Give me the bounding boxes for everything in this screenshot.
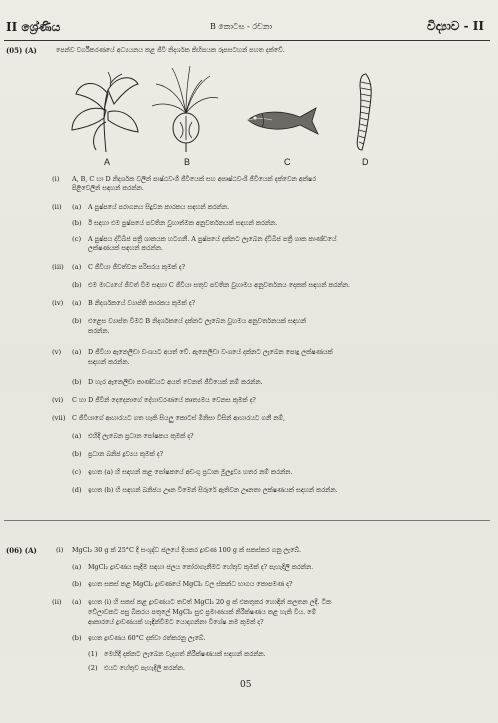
q05-item-ii-a-sub: (a) (72, 203, 82, 211)
q06-item-ii-b: ඉහත ද්‍රාවණය 60°C දක්වා රත්කරනු ලැබේ. (88, 634, 206, 642)
q05-item-vii-c-sub: (c) (72, 468, 82, 476)
q05-item-v-a-line1: D ජීවියා ඇනෙලිඩා වංශයට අයත් වේ. ඇනෙලිඩා වංශයේ දක්නට ලැබෙන පොදු ලක්ෂණයක් (88, 348, 333, 356)
q05-item-iii-b: එම මාධ්‍යයේ ජීවත් වීම සඳහා C ජීවියා සතුව පවතින වුහාමය අනුවර්තනය දෙකක් සඳහන් කරන්න. (88, 281, 350, 289)
q05-item-vii-d-sub: (d) (72, 486, 82, 494)
q06-item-ii-num: (ii) (52, 598, 62, 606)
q05-item-vii-b-sub: (b) (72, 450, 82, 458)
q05-item-ii-c-line2: ලක්ෂණයක් සඳහන් කරන්න. (88, 244, 163, 252)
q05-item-vii-d: ඉහත (b) හි සඳහන් ඛනිජය ඌන වීමෙන් සිරුරේ ඇතිවන ඌනතා ලක්ෂණයක් සඳහන් කරන්න. (88, 486, 338, 494)
q06-item-i-num: (i) (56, 546, 64, 554)
q05-item-i-num: (i) (52, 175, 60, 183)
fig-label-a: A (104, 157, 111, 167)
q05-item-ii-a: A පුෂ්පයේ පරාගනය සිදුවන කාරකය සඳහන් කරන්න. (88, 203, 230, 211)
q06-item-ii-b-2: එයට හේතුව පැහැදිලි කරන්න. (104, 664, 185, 672)
q05-item-iii-num: (iii) (52, 263, 64, 271)
q05-item-i-line1: A, B, C හා D නිදර්ශක වලින් පාෂ්ඨවංශී ජීවීයෙක් සහ අපෘෂ්ඨවංශී ජීවීයෙක් දක්වෙන අක්ෂර (72, 175, 317, 183)
q06-number: (06) (A) (6, 546, 37, 555)
q05-item-iv-b-line2: කරන්න. (88, 327, 110, 335)
fig-label-c: C (284, 157, 291, 167)
q05-item-iii-a: C ජීවියා ජීවත්වන පරිසරය කුමක් ද? (88, 263, 186, 271)
q05-item-vi: C හා D ජීවීන් දෙදෙනාගේ දේහාවරණයේ කෘත්‍යමය වෙනස කුමක් ද? (72, 396, 256, 404)
q05-number: (05) (A) (6, 46, 37, 55)
q06-item-i-a-sub: (a) (72, 563, 82, 571)
q05-item-iii-a-sub: (a) (72, 263, 82, 271)
fish-c-figure (242, 104, 320, 138)
q05-item-ii-c-sub: (c) (72, 235, 82, 243)
q06-item-i-b: ඉහත සකස් කළ MgCl₂ ද්‍රාවණයේ MgCl₂ වල ස්කන්ධ භාගය කොපමණ ද? (88, 580, 293, 588)
q05-item-iv-b-line1: එළෙස ව්‍යාප්ත වීමට B නිදර්ශකයේ දක්නට ලැබෙන වුහමය අනුවර්තනයක් සඳහන් (88, 317, 307, 325)
flower-a-figure (66, 70, 146, 154)
q05-intro: පෙන්ව වර්ගීකරණ‍යේ අධ්‍යයනය කළ ජීවී නිදර්ශක කිහිපයක රූපසටහන් පහත දක්වේ. (56, 46, 285, 54)
q06-item-i-a: MgCl₂ ද්‍රාවණය සෑදීම සඳහා ජලය තෝරාගැනීමට හේතුව කුමක් ද? පැහැදිලි කරන්න. (88, 563, 314, 571)
q05-item-iii-b-sub: (b) (72, 281, 82, 289)
earthworm-d-figure (350, 72, 380, 154)
q06-item-ii-b-sub: (b) (72, 634, 82, 642)
q05-item-iv-a: B නිදර්ශකයේ ව්‍යාප්ති කාරකය කුමක් ද? (88, 299, 196, 307)
q05-item-vii-a: එහිදී ලැබෙන ප්‍රධාන පෝෂකය කුමක් ද? (88, 432, 194, 440)
q05-item-i-line2: පිළිවෙලින් සඳහන් කරන්න. (72, 184, 144, 192)
q05-item-v-b-sub: (b) (72, 378, 82, 386)
q06-item-ii-a-line1: ඉහත (i) හි සකස් කළ ද්‍රාවණයට තවත් MgCl₂ 20 g ක් එකතුකර හොඳින් කලතන ලදී. ටික (88, 598, 332, 606)
q05-item-v-num: (v) (52, 348, 62, 356)
q05-item-vii-c: ඉහත (a) හි සඳහන් කළ පෝෂකයේ අඩංගු ප්‍රධාන මූලද්‍රව්‍ය හතර නම් කරන්න. (88, 468, 293, 476)
q05-item-iv-a-sub: (a) (72, 299, 82, 307)
q05-item-v-a-line2: සඳහන් කරන්න. (88, 358, 130, 366)
page-number: 05 (240, 680, 252, 690)
q05-item-vii-a-sub: (a) (72, 432, 82, 440)
q05-item-vii-b: ප්‍රධාන ඛනිජ ද්‍රව්‍යය කුමක් ද? (88, 450, 164, 458)
q05-item-iv-b-sub: (b) (72, 317, 82, 325)
grade-label: II ශ්‍රේණිය (6, 20, 61, 34)
q05-item-v-a-sub: (a) (72, 348, 82, 356)
q05-item-ii-b: ඊ සඳහා එම පුෂ්පයේ පවතින වුහාත්මක අනුවර්තනයක් සඳහන් කරන්න. (88, 219, 278, 227)
q06-item-ii-a-line3: ආකාරයේ ද්‍රාවණයක් හැඳින්වීමට යොදාගන්නා විශේෂ නම කුමක් ද? (88, 618, 264, 626)
q05-item-ii-b-sub: (b) (72, 219, 82, 227)
subject-label: විද්‍යාව - II (426, 19, 484, 33)
part-label: B කොටස - රචනා (210, 22, 273, 31)
fruit-b-figure (150, 66, 220, 156)
header-rule (4, 40, 490, 41)
q06-item-ii-a-sub: (a) (72, 598, 82, 606)
q05-item-vii-num: (vii) (52, 414, 66, 422)
q06-item-ii-b-1: මෙහිදී දක්නට ලැබෙන වැදගත් නිරීක්ෂණයක් සඳහන් කරන්න. (104, 650, 266, 658)
q05-item-vii: C ජීවියාගේ ආහාරයට ගත හැකි සියලු කොටස් මිනිසා විසින් ආහාරයට ගනී නම්, (72, 414, 286, 422)
q05-item-ii-c-line1: A පුෂ්පය ද්විබීජ පත්‍රී ශාකයක හටගනී. A පුෂ්පයේ දක්නට ලැබෙන ද්විබීජ පත්‍රී ශාක කාණ්ඩයේ (88, 235, 337, 243)
fig-label-d: D (362, 157, 369, 167)
fig-label-b: B (184, 157, 191, 167)
q05-item-iv-num: (iv) (52, 299, 64, 307)
q05-item-v-b: D හැර ඇනෙලිඩා කාණ්ඩයට අයත් වෙනත් ජීවියෙක් නම් කරන්න. (88, 378, 263, 386)
question-separator (4, 520, 490, 521)
q05-item-vi-num: (vi) (52, 396, 64, 404)
q06-item-ii-b-1-sub: (1) (88, 650, 98, 658)
q06-item-i: MgCl₂ 30 g ක් 25°C දී සංශුද්ධ ජලයේ දියකර ද්‍රාවණ 100 g ක් සකස්කර ගනු ලැබේ. (72, 546, 302, 554)
q06-item-ii-b-2-sub: (2) (88, 664, 98, 672)
q05-item-ii-num: (ii) (52, 203, 62, 211)
q06-item-ii-a-line2: වේලාවකට පසු බීකරය පතුලේ MgCl₂ සුළු ප්‍රමාණයක් නිරීක්ෂණය කළ හැකි විය. මේ (88, 608, 317, 616)
q06-item-i-b-sub: (b) (72, 580, 82, 588)
